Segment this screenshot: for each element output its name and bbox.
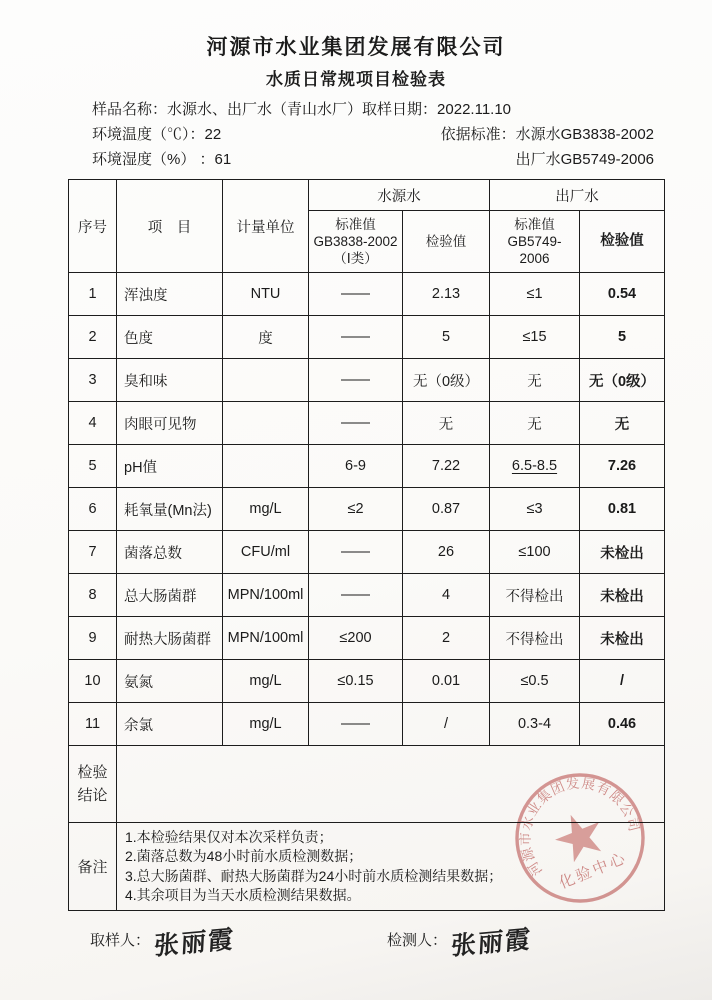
sample-name-value: 水源水、出厂水（青山水厂）: [167, 101, 363, 118]
cell-source-value: 无（0级）: [403, 359, 490, 402]
env-temperature: [92, 122, 221, 147]
table-row: [69, 316, 665, 359]
cell-item: 耗氧量(Mn法): [117, 488, 223, 531]
cell-source-standard: ≤2: [309, 488, 403, 531]
cell-factory-value: 无: [580, 402, 665, 445]
cell-unit: [223, 359, 309, 402]
sampler-label: 取样人：: [90, 932, 151, 949]
cell-item: 氨氮: [117, 660, 223, 703]
cell-unit: [223, 445, 309, 488]
cell-no: 7: [69, 531, 117, 574]
cell-factory-standard: 不得检出: [490, 617, 580, 660]
header-factory-standard: [490, 211, 580, 273]
cell-no: 11: [69, 703, 117, 746]
cell-item: 肉眼可见物: [117, 402, 223, 445]
cell-item: 浑浊度: [117, 273, 223, 316]
source-standard-line2: GB3838-2002: [313, 234, 398, 249]
cell-source-value: 0.01: [403, 660, 490, 703]
tester-signature-group: [387, 923, 532, 959]
cell-unit: MPN/100ml: [223, 574, 309, 617]
remark-line-1: 1.本检验结果仅对本次采样负责；: [125, 828, 333, 845]
sample-name: [92, 97, 511, 122]
cell-factory-standard: 无: [490, 402, 580, 445]
table-row: [69, 445, 665, 488]
temperature-label: 环境温度（℃）：: [92, 126, 205, 143]
cell-source-standard: ——: [309, 359, 403, 402]
cell-factory-value: 未检出: [580, 574, 665, 617]
cell-source-standard: ——: [309, 703, 403, 746]
cell-unit: [223, 402, 309, 445]
table-row: [69, 531, 665, 574]
cell-no: 10: [69, 660, 117, 703]
remark-line-3: 3.总大肠菌群、耐热大肠菌群为24小时前水质检测结果数据；: [125, 867, 503, 884]
cell-item: pH值: [117, 445, 223, 488]
sampler-signature-group: [90, 923, 235, 959]
sampling-date-value: 2022.11.10: [437, 101, 512, 118]
cell-source-value: 无: [403, 402, 490, 445]
cell-unit: CFU/ml: [223, 531, 309, 574]
cell-factory-standard: ≤3: [490, 488, 580, 531]
standard-factory-water: 出厂水GB5749-2006: [515, 151, 654, 168]
cell-no: 5: [69, 445, 117, 488]
remark-label: 备注: [69, 823, 117, 911]
cell-no: 4: [69, 402, 117, 445]
cell-factory-value: 未检出: [580, 617, 665, 660]
cell-unit: NTU: [223, 273, 309, 316]
temperature-line: [92, 122, 654, 147]
table-header-groups: [69, 180, 665, 211]
cell-unit: 度: [223, 316, 309, 359]
cell-source-standard: ≤0.15: [309, 660, 403, 703]
factory-standard-line2: GB5749-2006: [507, 234, 562, 266]
cell-source-value: 2.13: [403, 273, 490, 316]
cell-source-value: 26: [403, 531, 490, 574]
sample-name-label: 样品名称：: [92, 101, 168, 118]
cell-factory-value: 未检出: [580, 531, 665, 574]
cell-factory-standard: ≤100: [490, 531, 580, 574]
cell-item: 总大肠菌群: [117, 574, 223, 617]
cell-factory-value: 无（0级）: [580, 359, 665, 402]
cell-factory-value: 0.54: [580, 273, 665, 316]
remark-line-4: 4.其余项目为当天水质检测结果数据。: [125, 887, 361, 903]
cell-source-standard: ——: [309, 574, 403, 617]
conclusion-label-text: 检验结论: [77, 764, 108, 804]
cell-item: 余氯: [117, 703, 223, 746]
cell-source-standard: ——: [309, 531, 403, 574]
cell-item: 菌落总数: [117, 531, 223, 574]
sampling-date-label: 取样日期：: [362, 101, 438, 118]
cell-factory-value: 0.46: [580, 703, 665, 746]
signature-line: [90, 923, 712, 959]
table-row: [69, 703, 665, 746]
cell-source-value: 2: [403, 617, 490, 660]
report-info: [92, 97, 654, 172]
cell-source-value: 5: [403, 316, 490, 359]
source-standard-line1: 标准值: [335, 217, 376, 232]
header-unit: 计量单位: [223, 180, 309, 273]
header-factory-value: 检验值: [580, 211, 665, 273]
cell-factory-standard: 0.3-4: [490, 703, 580, 746]
humidity-value: 61: [214, 151, 232, 168]
cell-factory-value: 7.26: [580, 445, 665, 488]
cell-source-standard: 6-9: [309, 445, 403, 488]
cell-source-standard: ——: [309, 273, 403, 316]
report-title: 水质日常规项目检验表: [266, 70, 446, 89]
tester-label: 检测人：: [387, 932, 448, 949]
cell-factory-standard: 不得检出: [490, 574, 580, 617]
sampler-signature: 张丽霞: [153, 925, 236, 961]
standard-basis: [441, 122, 654, 147]
humidity-label: 环境湿度（%） ：: [92, 151, 215, 168]
cell-unit: mg/L: [223, 488, 309, 531]
cell-factory-value: 0.81: [580, 488, 665, 531]
cell-source-value: 4: [403, 574, 490, 617]
company-title: 河源市水业集团发展有限公司: [206, 36, 506, 59]
header-source-value: 检验值: [403, 211, 490, 273]
cell-no: 3: [69, 359, 117, 402]
star-icon: [549, 806, 610, 866]
cell-unit: mg/L: [223, 703, 309, 746]
seal-center-text: 化验中心: [556, 849, 630, 893]
tester-signature: 张丽霞: [450, 925, 533, 961]
cell-source-value: /: [403, 703, 490, 746]
cell-item: 耐热大肠菌群: [117, 617, 223, 660]
header-no: 序号: [69, 180, 117, 273]
cell-source-value: 0.87: [403, 488, 490, 531]
cell-factory-value: /: [580, 660, 665, 703]
standard-source-water: 水源水GB3838-2002: [515, 126, 654, 143]
humidity-line: [92, 147, 654, 172]
cell-no: 8: [69, 574, 117, 617]
table-row: [69, 660, 665, 703]
header-item: 项 目: [117, 180, 223, 273]
cell-factory-standard: ≤1: [490, 273, 580, 316]
seal-company-text: 河源市水业集团发展有限公司: [517, 775, 642, 879]
remark-line-2: 2.菌落总数为48小时前水质检测数据；: [125, 848, 363, 864]
table-row: [69, 574, 665, 617]
cell-source-standard: ——: [309, 402, 403, 445]
cell-unit: mg/L: [223, 660, 309, 703]
temperature-value: 22: [204, 126, 222, 143]
env-humidity: [92, 147, 231, 172]
cell-no: 2: [69, 316, 117, 359]
table-row: [69, 402, 665, 445]
table-row: [69, 359, 665, 402]
cell-no: 1: [69, 273, 117, 316]
cell-factory-standard: ≤0.5: [490, 660, 580, 703]
cell-source-standard: ≤200: [309, 617, 403, 660]
source-standard-line3: （Ⅰ类）: [333, 251, 378, 266]
cell-factory-standard: ≤15: [490, 316, 580, 359]
cell-source-value: 7.22: [403, 445, 490, 488]
cell-factory-value: 5: [580, 316, 665, 359]
cell-unit: MPN/100ml: [223, 617, 309, 660]
header-source-water-group: 水源水: [309, 180, 490, 211]
standard-label: 依据标准：: [440, 126, 516, 143]
cell-factory-standard: 6.5-8.5: [490, 445, 580, 488]
cell-item: 臭和味: [117, 359, 223, 402]
header-factory-water-group: 出厂水: [490, 180, 665, 211]
cell-item: 色度: [117, 316, 223, 359]
cell-no: 9: [69, 617, 117, 660]
official-seal: [504, 762, 656, 914]
cell-no: 6: [69, 488, 117, 531]
sample-line: [92, 97, 654, 122]
header-source-standard: [309, 211, 403, 273]
table-row: [69, 488, 665, 531]
table-row: [69, 273, 665, 316]
cell-factory-standard: 无: [490, 359, 580, 402]
table-row: [69, 617, 665, 660]
cell-source-standard: ——: [309, 316, 403, 359]
factory-standard-line1: 标准值: [514, 217, 555, 232]
conclusion-label: [69, 746, 117, 823]
